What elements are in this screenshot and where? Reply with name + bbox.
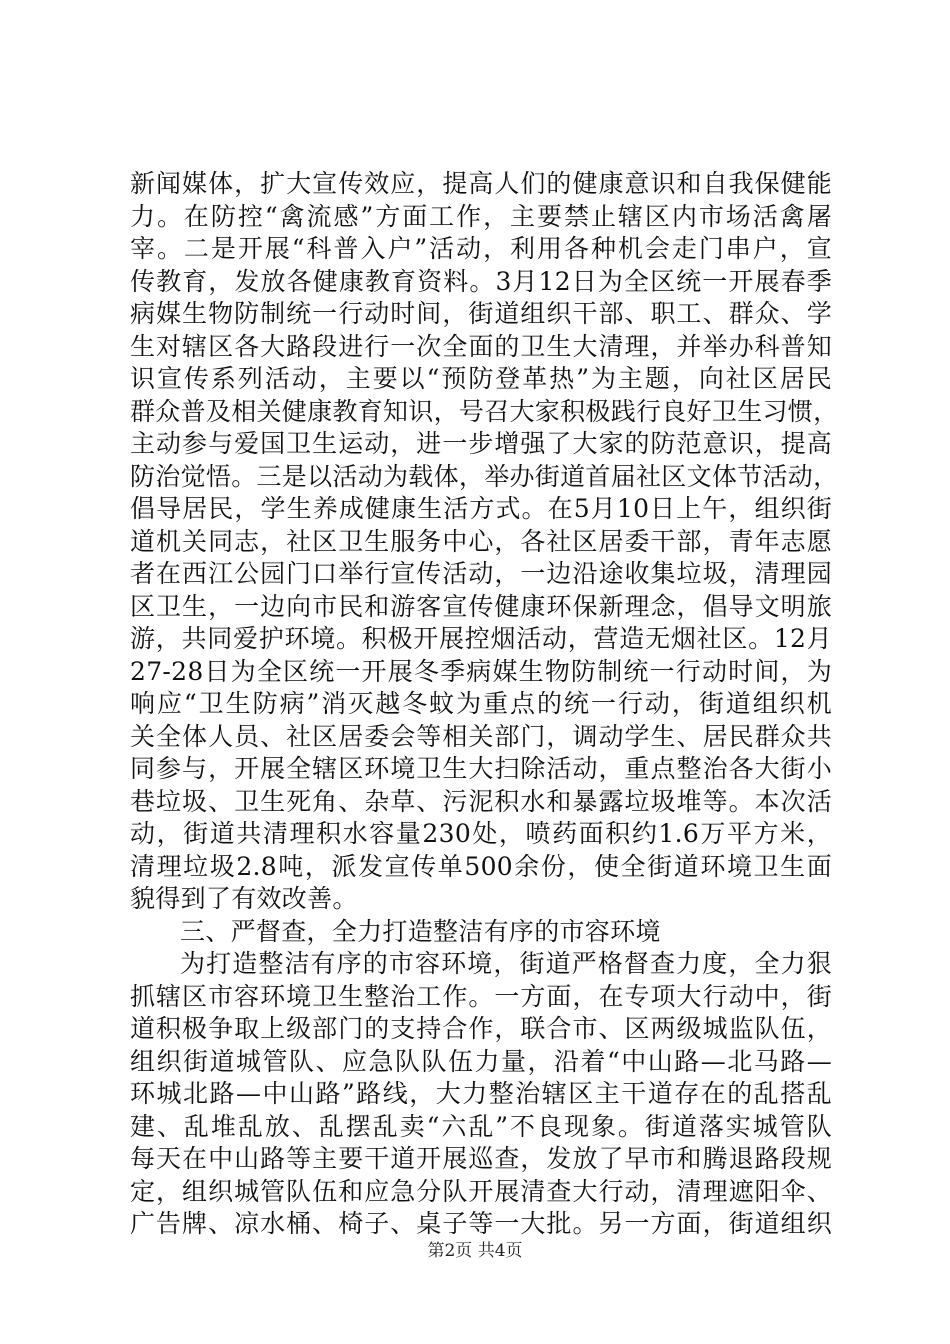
text-line: 传教育，发放各健康教育资料。3月12日为全区统一开展春季 [130,266,832,296]
text-line: 生对辖区各大路段进行一次全面的卫生大清理，并举办科普知 [130,331,832,361]
paragraph-1 [130,168,839,916]
page-footer [0,1240,950,1262]
text-line: 病媒生物防制统一行动时间，街道组织干部、职工、群众、学 [130,299,832,328]
text-line: 清理垃圾2.8吨，派发宣传单500余份，使全街道环境卫生面 [130,851,832,881]
text-line: 道机关同志，社区卫生服务中心，各社区居委干部，青年志愿 [130,526,832,556]
text-line: 道积极争取上级部门的支持合作，联合市、区两级城监队伍， [130,1014,832,1043]
section-heading: 三、严督查，全力打造整洁有序的市容环境 [180,916,661,946]
text-line: 新闻媒体，扩大宣传效应，提高人们的健康意识和自我保健能 [130,169,832,198]
text-line: 者在西江公园门口举行宣传活动，一边沿途收集垃圾，清理园 [130,559,832,588]
document-body [130,168,839,1241]
text-line: 动，街道共清理积水容量230处，喷药面积约1.6万平方米， [130,819,832,848]
paragraph-2 [130,948,832,1241]
text-line: 游，共同爱护环境。积极开展控烟活动，营造无烟社区。12月 [130,624,832,653]
text-line: 27-28日为全区统一开展冬季病媒生物防制统一行动时间，为 [130,656,832,686]
text-line: 防治觉悟。三是以活动为载体，举办街道首届社区文体节活动， [130,461,839,491]
text-line: 同参与，开展全辖区环境卫生大扫除活动，重点整治各大街小 [130,754,832,783]
text-line: 建、乱堆乱放、乱摆乱卖“六乱”不良现象。街道落实城管队 [130,1111,832,1141]
text-line: 识宣传系列活动，主要以“预防登革热”为主题，向社区居民 [130,364,832,393]
text-line: 组织街道城管队、应急队队伍力量，沿着“中山路—北马路— [130,1046,832,1076]
text-line: 区卫生，一边向市民和游客宣传健康环保新理念，倡导文明旅 [130,591,832,621]
text-line: 环城北路—中山路”路线，大力整治辖区主干道存在的乱搭乱 [130,1079,832,1108]
text-line: 倡导居民，学生养成健康生活方式。在5月10日上午，组织街 [130,494,832,523]
text-line: 响应“卫生防病”消灭越冬蚊为重点的统一行动，街道组织机 [130,689,832,718]
text-line: 巷垃圾、卫生死角、杂草、污泥积水和暴露垃圾堆等。本次活 [130,786,832,816]
text-line: 群众普及相关健康教育知识，号召大家积极践行良好卫生习惯， [130,396,839,426]
text-line: 抓辖区市容环境卫生整治工作。一方面，在专项大行动中，街 [130,981,832,1011]
text-line: 为打造整洁有序的市容环境，街道严格督查力度，全力狠 [180,949,832,978]
text-line: 宰。二是开展“科普入户”活动，利用各种机会走门串户，宣 [130,234,832,263]
text-line: 貌得到了有效改善。 [130,884,358,913]
text-line: 广告牌、凉水桶、椅子、桌子等一大批。另一方面，街道组织 [130,1209,832,1238]
text-line: 关全体人员、社区居委会等相关部门，调动学生、居民群众共 [130,721,832,751]
text-line: 定，组织城管队伍和应急分队开展清查大行动，清理遮阳伞、 [130,1176,832,1206]
text-line: 每天在中山路等主要干道开展巡查，发放了早市和腾退路段规 [130,1144,832,1173]
page-number: 第2页 共4页 [427,1241,523,1261]
text-line: 力。在防控“禽流感”方面工作，主要禁止辖区内市场活禽屠 [130,201,832,231]
text-line: 主动参与爱国卫生运动，进一步增强了大家的防范意识，提高 [130,429,832,458]
